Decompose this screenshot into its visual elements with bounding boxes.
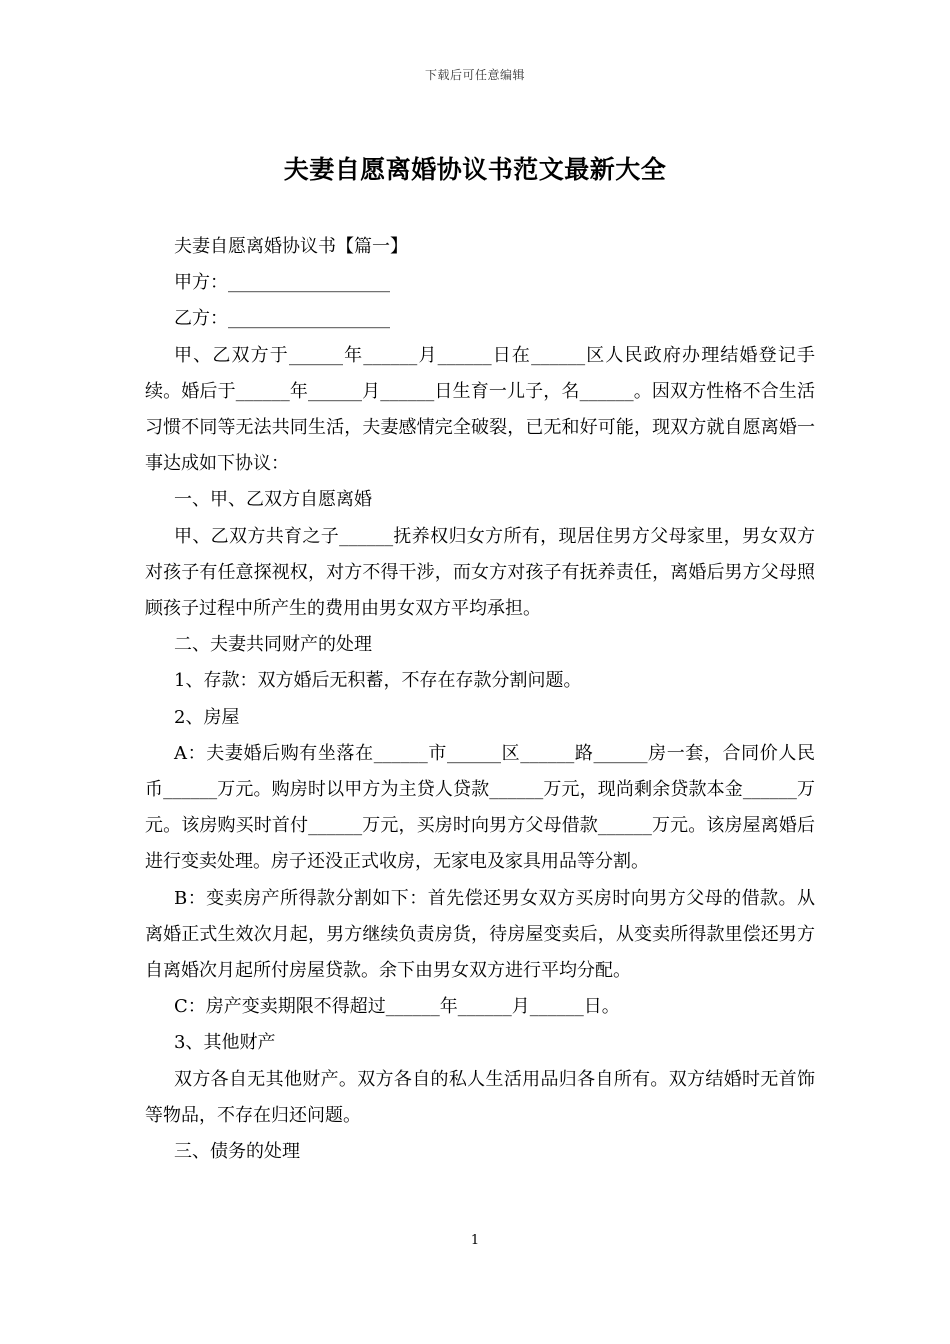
body-paragraph: B：变卖房产所得款分割如下：首先偿还男女双方买房时向男方父母的借款。从离婚正式生效次月起，男方继续负责房货，待房屋变卖后，从变卖所得款里偿还男方自离婚次月起所付房屋贷款。余下由男女双方进行平均分配。: [145, 887, 815, 982]
sub-heading: 2、房屋: [174, 706, 240, 728]
clause-heading: 二、夫妻共同财产的处理: [174, 634, 372, 656]
clause-heading: 一、甲、乙双方自愿离婚: [174, 489, 372, 511]
body-paragraph: 甲、乙双方于______年______月______日在______区人民政府办理结婚登记手续。婚后于______年______月______日生育一儿子，名______。因双方性格不合生活习惯不同等无法共同生活，夫妻感情完全破裂，已无和好可能，现双方就自愿离婚一事达成如下协议：: [145, 344, 815, 475]
document-title: 夫妻自愿离婚协议书范文最新大全: [283, 155, 667, 184]
party-a-line: 甲方：__________________: [174, 272, 390, 294]
body-paragraph: 1、存款：双方婚后无积蓄，不存在存款分割问题。: [174, 670, 582, 692]
sub-heading: 3、其他财产: [174, 1032, 276, 1054]
party-b-line: 乙方：__________________: [174, 308, 390, 330]
body-paragraph: 双方各自无其他财产。双方各自的私人生活用品归各自所有。双方结婚时无首饰等物品，不存在归还问题。: [145, 1068, 815, 1126]
header-note: 下载后可任意编辑: [424, 68, 525, 82]
document-body: [145, 229, 815, 1170]
page-number: 1: [470, 1233, 480, 1248]
body-paragraph: 甲、乙双方共育之子______抚养权归女方所有，现居住男方父母家里，男女双方对孩子有任意探视权，对方不得干涉，而女方对孩子有抚养责任，离婚后男方父母照顾孩子过程中所产生的费用由男女双方平均承担。: [145, 525, 815, 620]
section-heading: 夫妻自愿离婚协议书【篇一】: [174, 236, 408, 257]
body-paragraph: C：房产变卖期限不得超过______年______月______日。: [174, 996, 620, 1018]
body-paragraph: A：夫妻婚后购有坐落在______市______区______路______房一套，合同价人民币______万元。购房时以甲方为主贷人贷款______万元，现尚剩余贷款本金______万元。该房购买时首付______万元，买房时向男方父母借款______万元。该房屋离婚后进行变卖处理。房子还没正式收房，无家电及家具用品等分割。: [145, 742, 815, 873]
clause-heading: 三、债务的处理: [174, 1141, 300, 1163]
